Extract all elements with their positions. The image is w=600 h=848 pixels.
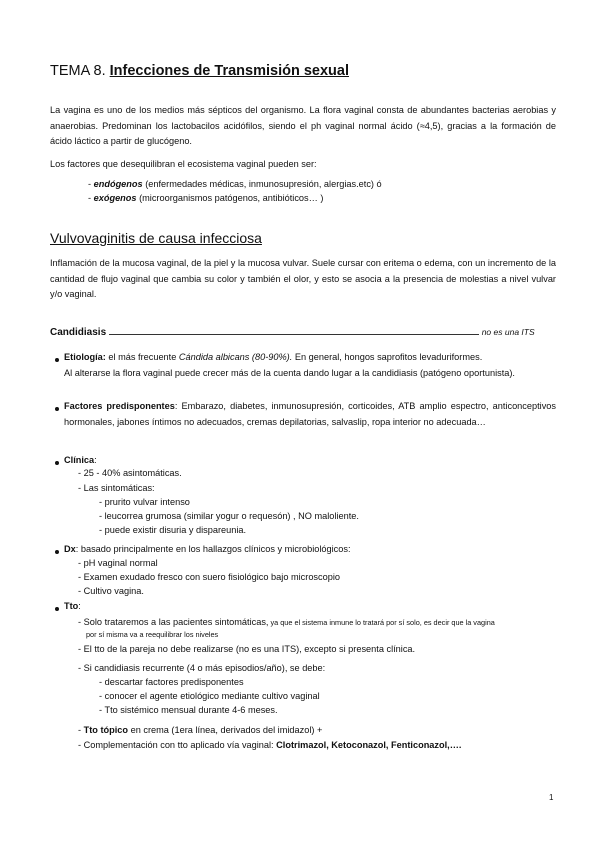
factores-block: Factores predisponentes: Embarazo, diabetes, inmunosupresión, corticoides, ATB amplio espectro, anticonceptivos hormonales, jabones íntimos no adecuados, cremas depilatorias, salvaslip, ropa interior no adecuada…: [64, 401, 556, 427]
tto-subitem: - descartar factores predisponentes: [99, 677, 244, 687]
bullet-dot: [55, 407, 59, 411]
section-heading: Vulvovaginitis de causa infecciosa: [50, 230, 262, 246]
tto-item: - Si candidiasis recurrente (4 o más episodios/año), se debe:: [78, 663, 326, 673]
tto-item: - Tto tópico en crema (1era línea, derivados del imidazol) +: [78, 725, 323, 735]
heading-rule: [109, 326, 479, 335]
dx-block: Dx: basado principalmente en los hallazgos clínicos y microbiológicos:: [64, 544, 351, 554]
tto-subitem: - conocer el agente etiológico mediante cultivo vaginal: [99, 691, 320, 701]
title-main: Infecciones de Transmisión sexual: [109, 63, 349, 79]
page-number: 1: [549, 793, 554, 802]
clinica-subitem: - puede existir disuria y dispareunia.: [99, 525, 247, 535]
not-its-note: no es una ITS: [481, 327, 535, 337]
tto-label: Tto:: [64, 601, 81, 611]
bullet-dot: [55, 607, 59, 611]
dx-item: - pH vaginal normal: [78, 558, 158, 568]
factor-exogenous: - exógenos (microorganismos patógenos, antibióticos… ): [88, 193, 324, 203]
candidiasis-heading-row: [50, 326, 556, 338]
tto-item: - El tto de la pareja no debe realizarse (no es una ITS), excepto si presenta clínica.: [78, 644, 416, 654]
clinica-item: - Las sintomáticas:: [78, 483, 155, 493]
bullet-dot: [55, 461, 59, 465]
tto-item: - Complementación con tto aplicado vía vaginal: Clotrimazol, Ketoconazol, Fenticonazol,….: [78, 740, 462, 750]
factor-endogenous: - endógenos (enfermedades médicas, inmunosupresión, alergias.etc) ó: [88, 179, 382, 189]
clinica-label: Clínica:: [64, 455, 97, 465]
clinica-subitem: - leucorrea grumosa (similar yogur o requesón) , NO maloliente.: [99, 511, 359, 521]
clinica-item: - 25 - 40% asintomáticas.: [78, 468, 182, 478]
section-paragraph: Inflamación de la mucosa vaginal, de la piel y la mucosa vulvar. Suele cursar con eritema o edema, con un incremento de la cantidad de flujo vaginal que cambia su color y también el olor, y esto se asocia a la presencia de molestias a nivel vulvar y/o vaginal.: [50, 258, 556, 300]
intro-paragraph: La vagina es uno de los medios más sépticos del organismo. La flora vaginal consta de abundantes bacterias aerobias y anaerobias. Predominan los lactobacilos acidófilos, siendo el ph vaginal normal ácido (≈4,5), gracias a la formación de ácido láctico a partir de glucógeno.: [50, 105, 556, 147]
clinica-subitem: - prurito vulvar intenso: [99, 497, 190, 507]
tto-item-continued: por sí misma va a reequilibrar los niveles: [86, 630, 219, 639]
bullet-dot: [55, 358, 59, 362]
tto-item: - Solo trataremos a las pacientes sintomáticas, ya que el sistema inmune lo tratará por sí solo, es decir que la vagina: [78, 617, 495, 627]
bullet-dot: [55, 550, 59, 554]
page-title: [50, 63, 349, 79]
dx-item: - Examen exudado fresco con suero fisiológico bajo microscopio: [78, 572, 340, 582]
tto-subitem: - Tto sistémico mensual durante 4-6 meses.: [99, 705, 278, 715]
factors-intro: Los factores que desequilibran el ecosistema vaginal pueden ser:: [50, 159, 317, 169]
candidiasis-heading: Candidiasis: [50, 327, 107, 338]
etiologia-block: Etiología: el más frecuente Cándida albicans (80-90%). En general, hongos saprofitos levaduriformes. Al alterarse la flora vaginal puede crecer más de la cuenta dando lugar a la candidiasis (patógeno oportunista).: [64, 352, 515, 378]
title-prefix: TEMA 8.: [50, 63, 106, 79]
dx-item: - Cultivo vagina.: [78, 586, 144, 596]
